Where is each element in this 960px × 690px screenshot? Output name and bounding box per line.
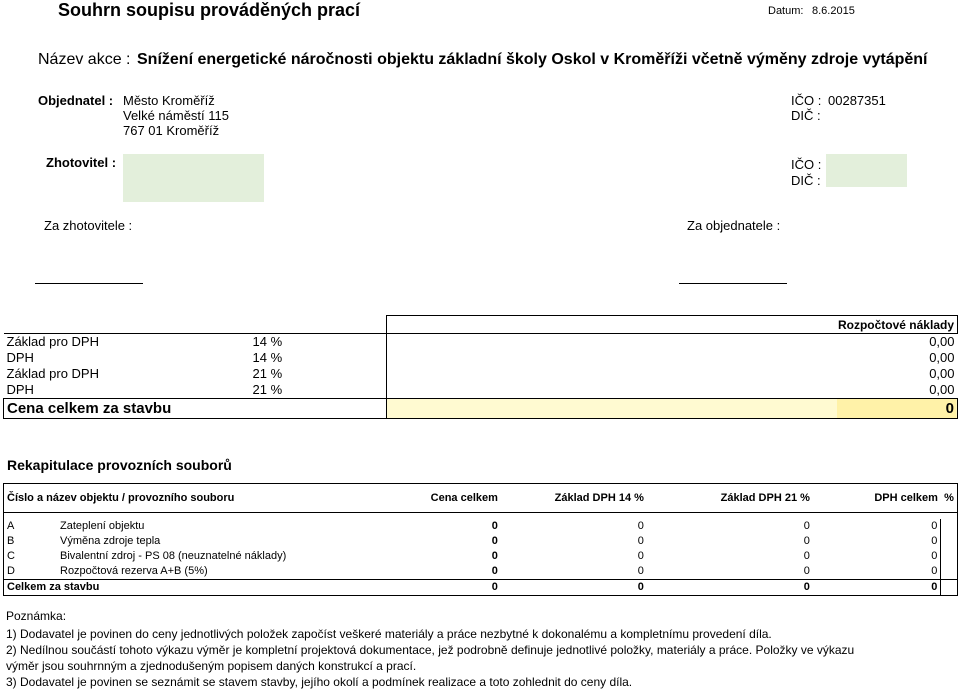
cost-row-rate: 14 % xyxy=(110,334,387,351)
cost-row-rate: 21 % xyxy=(252,382,283,397)
client-street: Velké náměstí 115 xyxy=(123,108,229,123)
recap-row-total: 0 xyxy=(491,535,498,547)
recap-row-name: Rozpočtová rezerva A+B (5%) xyxy=(60,565,208,577)
cost-row-label: DPH xyxy=(6,382,34,397)
recap-row-code: A xyxy=(7,520,15,532)
recap-row-base14: 0 xyxy=(637,520,644,532)
recap-row-base21: 0 xyxy=(803,550,810,562)
recap-table xyxy=(3,483,958,596)
contractor-ico-dic-field[interactable] xyxy=(826,154,907,187)
cost-table xyxy=(3,315,958,419)
recap-header-base21: Základ DPH 21 % xyxy=(720,491,810,504)
action-name: Snížení energetické náročnosti objektu základní školy Oskol v Kroměříži včetně výměny zdroje vytápění xyxy=(137,51,928,68)
contractor-label: Zhotovitel : xyxy=(46,155,117,170)
cost-row-value: 0,00 xyxy=(386,382,958,399)
client-dic-label: DIČ : xyxy=(791,108,821,123)
contractor-dic-label: DIČ : xyxy=(791,173,821,188)
notes-title: Poznámka: xyxy=(6,609,67,623)
recap-row-code: C xyxy=(7,550,15,562)
recap-header-vat: DPH celkem xyxy=(874,491,938,504)
note-2b: výměr jsou souhrnným a zjednodušeným popisem daných konstrukcí a prací. xyxy=(6,659,417,673)
recap-total-base21: 0 xyxy=(803,581,810,593)
client-signature-line xyxy=(679,283,787,284)
recap-total-total: 0 xyxy=(491,581,498,593)
recap-row-vat: 0 xyxy=(931,565,938,577)
cost-row-rate: 21 % xyxy=(252,366,283,381)
contractor-signature-line xyxy=(35,283,143,284)
recap-row-base21: 0 xyxy=(803,520,810,532)
client-name: Město Kroměříž xyxy=(123,93,215,108)
client-ico-value: 00287351 xyxy=(828,93,886,108)
client-signature-label: Za objednatele : xyxy=(687,218,781,233)
note-3: 3) Dodavatel je povinen se seznámit se stavem stavby, jejího okolí a podmínek realizace a toto zohlednit do ceny díla. xyxy=(6,675,633,689)
recap-total-base14: 0 xyxy=(637,581,644,593)
recap-row-base14: 0 xyxy=(637,565,644,577)
recap-header-total: Cena celkem xyxy=(430,491,498,504)
recap-total-label: Celkem za stavbu xyxy=(7,581,100,593)
recap-header-percent: % xyxy=(944,491,954,504)
cost-row-value: 0,00 xyxy=(386,350,958,366)
recap-row-total: 0 xyxy=(491,520,498,532)
recap-row-name: Zateplení objektu xyxy=(60,520,145,532)
client-city: 767 01 Kroměříž xyxy=(123,123,220,138)
recap-row-base21: 0 xyxy=(803,565,810,577)
recap-row-total: 0 xyxy=(491,550,498,562)
recap-row-code: B xyxy=(7,535,15,547)
client-label: Objednatel : xyxy=(38,93,114,108)
total-label: Cena celkem za stavbu xyxy=(4,399,387,419)
recap-row-total: 0 xyxy=(491,565,498,577)
recap-total-vat: 0 xyxy=(931,581,938,593)
recap-row-base21: 0 xyxy=(803,535,810,547)
cost-row-value: 0,00 xyxy=(386,334,958,351)
contractor-ico-label: IČO : xyxy=(791,157,822,172)
note-2a: 2) Nedílnou součástí tohoto výkazu výměr je kompletní projektová dokumentace, jež podrobně definuje jednotlivé položky, materiály a práce. Položky ve výkazu xyxy=(6,643,855,657)
recap-row-name: Výměna zdroje tepla xyxy=(60,535,161,547)
contractor-signature-label: Za zhotovitele : xyxy=(44,218,133,233)
note-1: 1) Dodavatel je povinen do ceny jednotlivých položek započíst veškeré materiály a práce nezbytné k dokonalému a kompletnímu provedení díla. xyxy=(6,627,772,641)
contractor-name-field[interactable] xyxy=(123,154,264,202)
client-ico-label: IČO : xyxy=(791,93,822,108)
date-label: Datum: xyxy=(768,5,804,17)
recap-title: Rekapitulace provozních souborů xyxy=(7,457,232,473)
date-value: 8.6.2015 xyxy=(812,5,855,17)
cost-row-rate: 14 % xyxy=(252,350,283,365)
page-title: Souhrn soupisu prováděných prací xyxy=(58,0,361,20)
recap-row-base14: 0 xyxy=(637,550,644,562)
recap-row-code: D xyxy=(7,565,15,577)
cost-row-value: 0,00 xyxy=(386,366,958,382)
recap-row-vat: 0 xyxy=(931,550,938,562)
recap-header-name: Číslo a název objektu / provozního souboru xyxy=(7,491,235,504)
total-value: 0 xyxy=(386,399,958,419)
cost-row-label: Základ pro DPH xyxy=(6,366,99,381)
recap-header-base14: Základ DPH 14 % xyxy=(554,491,644,504)
action-label: Název akce : xyxy=(38,51,131,68)
cost-header: Rozpočtové náklady xyxy=(386,316,958,334)
recap-row-base14: 0 xyxy=(637,535,644,547)
cost-row-label: Základ pro DPH xyxy=(4,334,110,351)
recap-row-vat: 0 xyxy=(931,535,938,547)
recap-row-vat: 0 xyxy=(931,520,938,532)
cost-row-label: DPH xyxy=(6,350,34,365)
recap-row-name: Bivalentní zdroj - PS 08 (neuznatelné náklady) xyxy=(60,550,287,562)
